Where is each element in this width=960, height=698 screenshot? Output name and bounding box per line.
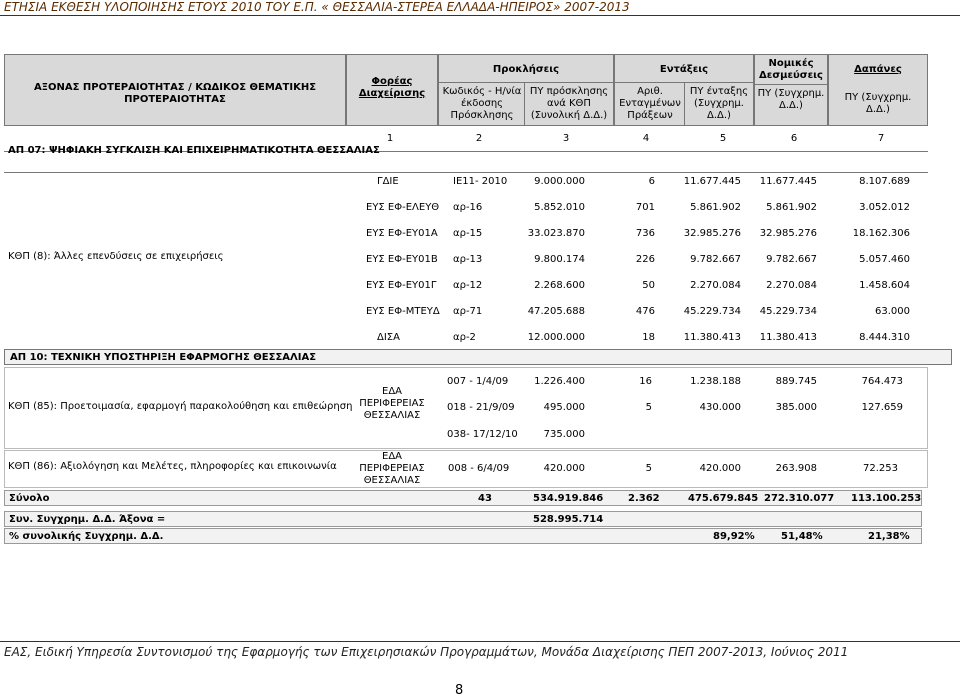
row-agency: ΕΥΣ ΕΦ-ΕΥ01Α bbox=[366, 228, 438, 239]
column-number: 4 bbox=[642, 133, 650, 144]
row-commitments-budget: 45.229.734 bbox=[759, 306, 817, 317]
row-num-included: 5 bbox=[645, 402, 652, 413]
row-spending-budget: 1.458.604 bbox=[859, 280, 910, 291]
row-commitments-budget: 9.782.667 bbox=[766, 254, 817, 265]
row-num-included: 6 bbox=[648, 176, 655, 187]
row-commitments-budget: 5.861.902 bbox=[766, 202, 817, 213]
total-call-budget: 534.919.846 bbox=[533, 493, 604, 504]
row-inclusion-budget: 9.782.667 bbox=[690, 254, 741, 265]
row-inclusion-budget: 430.000 bbox=[699, 402, 741, 413]
footer-divider bbox=[0, 641, 960, 642]
row-call-code: 008 - 6/4/09 bbox=[448, 463, 510, 474]
row-commitments-budget: 11.380.413 bbox=[759, 332, 817, 343]
row-call-code: αρ-12 bbox=[453, 280, 483, 291]
axis-total-label: Συν. Συγχρημ. Δ.Δ. Άξονα = bbox=[9, 514, 166, 525]
row-inclusion-budget: 1.238.188 bbox=[690, 376, 741, 387]
row-call-code: 007 - 1/4/09 bbox=[447, 376, 509, 387]
row-inclusion-budget: 420.000 bbox=[699, 463, 741, 474]
row-call-code: αρ-2 bbox=[453, 332, 476, 343]
header-inclusion-budget: ΠΥ ένταξης (Συγχρημ. Δ.Δ.) bbox=[689, 86, 749, 121]
row-spending-budget: 72.253 bbox=[863, 463, 898, 474]
total-spending-budget: 113.100.253 bbox=[851, 493, 922, 504]
column-number: 7 bbox=[877, 133, 885, 144]
row-call-budget: 9.000.000 bbox=[534, 176, 585, 187]
row-num-included: 50 bbox=[642, 280, 655, 291]
header-axis-label: ΑΞΟΝΑΣ ΠΡΟΤΕΡΑΙΟΤΗΤΑΣ / ΚΩΔΙΚΟΣ ΘΕΜΑΤΙΚΗΣ ΠΡΟΤΕΡΑΙΟΤΗΤΑΣ bbox=[33, 82, 317, 105]
section-10-title: ΑΠ 10: ΤΕΧΝΙΚΗ ΥΠΟΣΤΗΡΙΞΗ ΕΦΑΡΜΟΓΗΣ ΘΕΣΣΑΛΙΑΣ bbox=[10, 352, 317, 363]
row-num-included: 476 bbox=[635, 306, 655, 317]
column-number: 6 bbox=[790, 133, 798, 144]
row-commitments-budget: 889.745 bbox=[775, 376, 817, 387]
row-call-code: αρ-13 bbox=[453, 254, 483, 265]
document-header-title: ΕΤΗΣΙΑ ΕΚΘΕΣΗ ΥΛΟΠΟΙΗΣΗΣ ΕΤΟΥΣ 2010 ΤΟΥ Ε.Π. « ΘΕΣΣΑΛΙΑ-ΣΤΕΡΕΑ ΕΛΛΑΔΑ-ΗΠΕΙΡΟΣ» 2007-2013 bbox=[4, 0, 630, 14]
total-row bbox=[4, 490, 922, 506]
row-spending-budget: 8.107.689 bbox=[859, 176, 910, 187]
total-commitments-budget: 272.310.077 bbox=[764, 493, 835, 504]
row-call-code: αρ-15 bbox=[453, 228, 483, 239]
header-calls-group: Προκλήσεις bbox=[492, 64, 560, 75]
row-num-included: 736 bbox=[635, 228, 655, 239]
section-07-title: ΑΠ 07: ΨΗΦΙΑΚΗ ΣΥΓΚΛΙΣΗ ΚΑΙ ΕΠΙΧΕΙΡΗΜΑΤΙΚΟΤΗΤΑ ΘΕΣΣΑΛΙΑΣ bbox=[8, 145, 380, 156]
row-agency: ΕΥΣ ΕΦ-ΕΥ01Β bbox=[366, 254, 438, 265]
row-agency: ΓΔΙΕ bbox=[377, 176, 399, 187]
header-spending-budget: ΠΥ (Συγχρημ. Δ.Δ.) bbox=[844, 92, 912, 115]
row-num-included: 18 bbox=[642, 332, 655, 343]
header-calls-divider bbox=[438, 82, 614, 83]
section-10-group-1-agency: ΕΔΑ ΠΕΡΙΦΕΡΕΙΑΣ ΘΕΣΣΑΛΙΑΣ bbox=[359, 386, 425, 421]
total-label: Σύνολο bbox=[9, 493, 50, 504]
row-num-included: 16 bbox=[639, 376, 652, 387]
header-num-included: Αριθ. Ενταγμένων Πράξεων bbox=[619, 86, 681, 121]
section-07-theme: ΚΘΠ (8): Άλλες επενδύσεις σε επιχειρήσεις bbox=[8, 251, 224, 262]
percentage-spending: 21,38% bbox=[868, 531, 910, 542]
row-call-code: ΙΕ11- 2010 bbox=[453, 176, 508, 187]
footer-text: ΕΑΣ, Ειδική Υπηρεσία Συντονισμού της Εφαρμογής των Επιχειρησιακών Προγραμμάτων, Μονάδα Διαχείρισης ΠΕΠ 2007-2013, Ιούνιος 2011 bbox=[4, 645, 849, 659]
row-call-budget: 33.023.870 bbox=[527, 228, 585, 239]
row-call-budget: 735.000 bbox=[543, 429, 585, 440]
header-agency-label: Φορέας Διαχείρισης bbox=[358, 76, 426, 99]
percentage-label: % συνολικής Συγχρημ. Δ.Δ. bbox=[9, 531, 164, 542]
axis-total-value: 528.995.714 bbox=[533, 514, 604, 525]
row-inclusion-budget: 11.677.445 bbox=[683, 176, 741, 187]
percentage-row bbox=[4, 528, 922, 544]
row-call-budget: 2.268.600 bbox=[534, 280, 585, 291]
total-inclusion-budget: 475.679.845 bbox=[688, 493, 759, 504]
row-commitments-budget: 263.908 bbox=[775, 463, 817, 474]
row-commitments-budget: 385.000 bbox=[775, 402, 817, 413]
header-inclusions-group: Εντάξεις bbox=[659, 64, 709, 75]
percentage-inclusion: 89,92% bbox=[713, 531, 755, 542]
header-divider bbox=[0, 15, 960, 16]
row-commitments-budget: 11.677.445 bbox=[759, 176, 817, 187]
row-call-code: αρ-16 bbox=[453, 202, 483, 213]
row-call-budget: 47.205.688 bbox=[527, 306, 585, 317]
row-spending-budget: 3.052.012 bbox=[859, 202, 910, 213]
row-num-included: 701 bbox=[635, 202, 655, 213]
row-agency: ΕΥΣ ΕΦ-ΕΛΕΥΘ bbox=[366, 202, 440, 213]
row-agency: ΔΙΣΑ bbox=[377, 332, 400, 343]
row-inclusion-budget: 11.380.413 bbox=[683, 332, 741, 343]
section-10-group-2-theme: ΚΘΠ (86): Αξιολόγηση και Μελέτες, πληροφορίες και επικοινωνία bbox=[8, 461, 337, 472]
header-call-budget: ΠΥ πρόσκλησης ανά ΚΘΠ (Συνολική Δ.Δ.) bbox=[529, 86, 609, 121]
row-spending-budget: 764.473 bbox=[861, 376, 903, 387]
row-spending-budget: 8.444.310 bbox=[859, 332, 910, 343]
axis-total-row bbox=[4, 511, 922, 527]
header-call-code: Κωδικός - Η/νία έκδοσης Πρόσκλησης bbox=[442, 86, 522, 121]
row-call-budget: 5.852.010 bbox=[534, 202, 585, 213]
total-num-included: 2.362 bbox=[628, 493, 660, 504]
row-call-code: αρ-71 bbox=[453, 306, 483, 317]
row-spending-budget: 18.162.306 bbox=[852, 228, 910, 239]
row-inclusion-budget: 5.861.902 bbox=[690, 202, 741, 213]
header-commitments-group: Νομικές Δεσμεύσεις bbox=[759, 58, 823, 81]
row-num-included: 5 bbox=[645, 463, 652, 474]
row-agency: ΕΥΣ ΕΦ-ΕΥ01Γ bbox=[366, 280, 437, 291]
row-call-budget: 420.000 bbox=[543, 463, 585, 474]
row-inclusion-budget: 45.229.734 bbox=[683, 306, 741, 317]
row-call-budget: 495.000 bbox=[543, 402, 585, 413]
page-number: 8 bbox=[455, 683, 464, 698]
row-spending-budget: 63.000 bbox=[875, 306, 910, 317]
section-10-group-1-theme: ΚΘΠ (85): Προετοιμασία, εφαρμογή παρακολούθηση και επιθεώρηση bbox=[8, 401, 353, 412]
row-inclusion-budget: 2.270.084 bbox=[690, 280, 741, 291]
row-agency: ΕΥΣ ΕΦ-ΜΤΕΥΔ bbox=[366, 306, 440, 317]
column-number: 2 bbox=[475, 133, 483, 144]
row-commitments-budget: 32.985.276 bbox=[759, 228, 817, 239]
column-number: 3 bbox=[562, 133, 570, 144]
column-number: 5 bbox=[719, 133, 727, 144]
row-inclusion-budget: 32.985.276 bbox=[683, 228, 741, 239]
header-spending-group: Δαπάνες bbox=[854, 64, 902, 75]
header-calls-col-divider bbox=[524, 82, 525, 126]
row-num-included: 226 bbox=[635, 254, 655, 265]
header-commitments-budget: ΠΥ (Συγχρημ. Δ.Δ.) bbox=[757, 88, 825, 111]
row-call-code: 038- 17/12/10 bbox=[447, 429, 518, 440]
row-call-budget: 1.226.400 bbox=[534, 376, 585, 387]
row-spending-budget: 127.659 bbox=[861, 402, 903, 413]
column-number: 1 bbox=[386, 133, 394, 144]
row-call-code: 018 - 21/9/09 bbox=[447, 402, 515, 413]
percentage-commitments: 51,48% bbox=[781, 531, 823, 542]
row-call-budget: 12.000.000 bbox=[527, 332, 585, 343]
section-10-group-2-agency: ΕΔΑ ΠΕΡΙΦΕΡΕΙΑΣ ΘΕΣΣΑΛΙΑΣ bbox=[359, 451, 425, 486]
section-10-title-row bbox=[4, 349, 952, 365]
row-spending-budget: 5.057.460 bbox=[859, 254, 910, 265]
total-num-calls: 43 bbox=[478, 493, 492, 504]
header-inclusions-col-divider bbox=[684, 82, 685, 126]
header-commitments-divider bbox=[754, 84, 828, 85]
row-call-budget: 9.800.174 bbox=[534, 254, 585, 265]
row-commitments-budget: 2.270.084 bbox=[766, 280, 817, 291]
